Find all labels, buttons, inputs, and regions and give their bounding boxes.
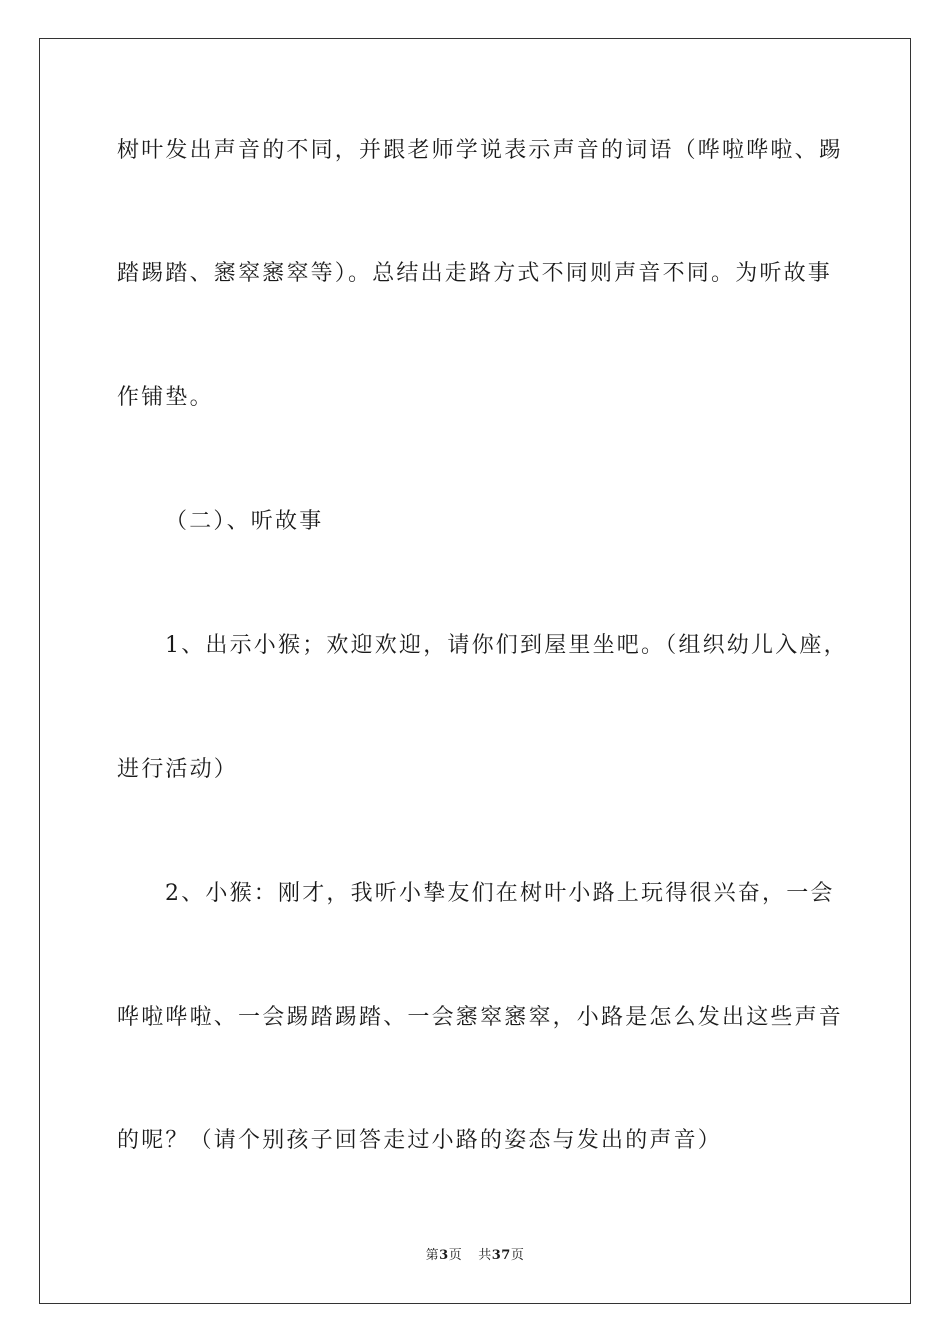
page-border [39, 38, 911, 1304]
page-footer [0, 1247, 950, 1265]
paragraph-line: 2、小猴：刚才，我听小挚友们在树叶小路上玩得很兴奋，一会 [165, 881, 835, 906]
section-heading: （二）、听故事 [165, 509, 324, 534]
paragraph-line: 进行活动） [117, 757, 239, 782]
paragraph-line: 作铺垫。 [117, 385, 214, 410]
footer-total-prefix: 共 [478, 1248, 492, 1263]
paragraph-line: 1、出示小猴；欢迎欢迎，请你们到屋里坐吧。（组织幼儿入座， [165, 633, 848, 658]
footer-page-suffix: 页 [448, 1248, 463, 1263]
paragraph-line: 树叶发出声音的不同，并跟老师学说表示声音的词语（哗啦哗啦、踢 [117, 138, 844, 163]
footer-page-prefix: 第 [425, 1248, 440, 1263]
paragraph-line: 的呢？（请个别孩子回答走过小路的姿态与发出的声音） [117, 1128, 723, 1153]
paragraph-line: 哗啦哗啦、一会踢踏踢踏、一会窸窣窸窣，小路是怎么发出这些声音 [117, 1005, 844, 1030]
footer-page-number: 3 [439, 1248, 449, 1263]
footer-total-suffix: 页 [510, 1248, 525, 1263]
footer-total-pages: 37 [491, 1248, 511, 1263]
paragraph-line: 踏踢踏、窸窣窸窣等）。总结出走路方式不同则声音不同。为听故事 [117, 261, 833, 286]
